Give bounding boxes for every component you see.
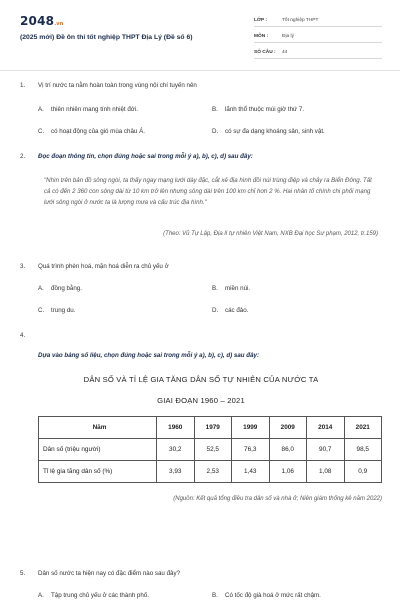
passage-source: (Theo: Vũ Tự Lập, Địa lí tự nhiên Việt Nam, NXB Đại học Sư phạm, 2012, tr.159) [163,231,378,237]
option-b[interactable] [212,106,304,113]
question-number: 1. [20,82,26,89]
logo-sub-text: .vn [54,21,64,27]
option-letter: C. [38,307,45,314]
meta-class-row [254,14,382,27]
table-cell: 1,06 [269,461,307,483]
meta-value: Địa lý [282,33,294,39]
option-b[interactable] [212,285,250,292]
table-cell: 0,9 [344,461,382,483]
option-c[interactable] [38,128,145,135]
option-d[interactable] [212,307,248,314]
table-row-label: Tỉ lệ gia tăng dân số (%) [39,461,157,483]
table-cell: 3,93 [157,461,195,483]
question-text: Dựa vào bảng số liệu, chọn đúng hoặc sai trong mỗi ý a), b), c), d) sau đây: [38,352,260,359]
meta-label: LỚP : [254,17,268,23]
option-letter: D. [212,307,219,314]
question-number: 4. [20,332,26,339]
question-number: 3. [20,263,26,270]
table-row [39,461,382,483]
population-table [38,416,382,483]
table-cell: 30,2 [157,439,195,461]
table-header-cell: 1999 [232,417,270,439]
option-text: miền núi. [225,285,251,292]
table-header-cell: Năm [39,417,157,439]
table-cell: 1,43 [232,461,270,483]
option-b[interactable] [212,592,321,599]
option-letter: C. [38,128,45,135]
option-text: đồng bằng. [51,285,82,292]
option-text: các đảo. [225,307,249,314]
table-header-cell: 2009 [269,417,307,439]
option-d[interactable] [212,128,325,135]
option-text: có hoạt động của gió mùa châu Á. [51,128,145,135]
header-divider [0,70,400,71]
table-cell: 1,08 [307,461,345,483]
option-text: thiên nhiên mang tính nhiệt đới. [51,106,138,113]
question-text: Đọc đoạn thông tin, chọn đúng hoặc sai trong mỗi ý a), b), c), d) sau đây: [38,153,253,160]
option-text: trung du. [51,307,76,314]
meta-label: SỐ CÂU : [254,49,276,55]
table-row [39,439,382,461]
meta-value: 44 [282,49,288,55]
table-header-cell: 2021 [344,417,382,439]
option-text: có sự đa dạng khoáng sản, sinh vật. [225,128,325,135]
exam-meta [254,14,382,62]
option-letter: A. [38,285,44,292]
meta-count-row [254,46,382,59]
option-a[interactable] [38,106,138,113]
meta-subject-row [254,30,382,43]
option-text: Có tốc độ già hoá ở mức rất chậm. [225,592,321,599]
option-a[interactable] [38,592,149,599]
question-number: 2. [20,153,26,160]
table-cell: 86,0 [269,439,307,461]
table-row-label: Dân số (triệu người) [39,439,157,461]
table-header-cell: 1960 [157,417,195,439]
table-header-cell: 2014 [307,417,345,439]
option-letter: B. [212,106,218,113]
reading-passage: "Nhìn trên bản đồ sông ngòi, ta thấy ngay mạng lưới dày đặc, cắt xẻ địa hình đồi núi trùng điệp và chảy ra Biển Đông. Tất cả có đến 2 360 con sông dài từ 10 km trở lên nhưng sông dài trên 100 km chỉ hơn 2 %. Hai nhân tố chính chi phối mạng lưới sông ngòi ở nước ta là lượng mưa và cấu trúc địa hình." [44,177,372,206]
option-a[interactable] [38,285,82,292]
option-text: lãnh thổ thuộc múi giờ thứ 7. [225,106,305,113]
exam-title: (2025 mới) Đề ôn thi tốt nghiệp THPT Địa Lý (Đề số 6) [20,34,193,41]
meta-label: MÔN : [254,33,269,39]
site-logo[interactable] [20,14,64,28]
table-cell: 2,53 [194,461,232,483]
logo-main-text: 2048 [20,14,55,28]
table-cell: 52,5 [194,439,232,461]
page-header [0,0,400,66]
option-c[interactable] [38,307,75,314]
table-source: (Nguồn: Kết quả tổng điều tra dân số và nhà ở; Niên giám thống kê năm 2022) [173,496,382,502]
option-text: Tập trung chủ yếu ở các thành phố. [51,592,149,599]
question-text: Quá trình phèn hoá, mặn hoá diễn ra chủ yếu ở [38,263,169,270]
option-letter: A. [38,106,44,113]
question-number: 5. [20,570,26,577]
table-title: DÂN SỐ VÀ TỈ LỆ GIA TĂNG DÂN SỐ TỰ NHIÊN CỦA NƯỚC TA [83,375,319,384]
option-letter: A. [38,592,44,599]
table-cell: 76,3 [232,439,270,461]
option-letter: D. [212,128,219,135]
table-cell: 90,7 [307,439,345,461]
question-text: Vị trí nước ta nằm hoàn toàn trong vùng nội chí tuyến nên [38,82,197,89]
meta-value: Tốt nghiệp THPT [282,17,319,23]
table-header-row [39,417,382,439]
option-letter: B. [212,592,218,599]
table-cell: 98,5 [344,439,382,461]
option-letter: B. [212,285,218,292]
table-subtitle: GIAI ĐOẠN 1960 – 2021 [157,396,245,405]
table-header-cell: 1979 [194,417,232,439]
question-text: Dân số nước ta hiện nay có đặc điểm nào sau đây? [38,570,181,577]
